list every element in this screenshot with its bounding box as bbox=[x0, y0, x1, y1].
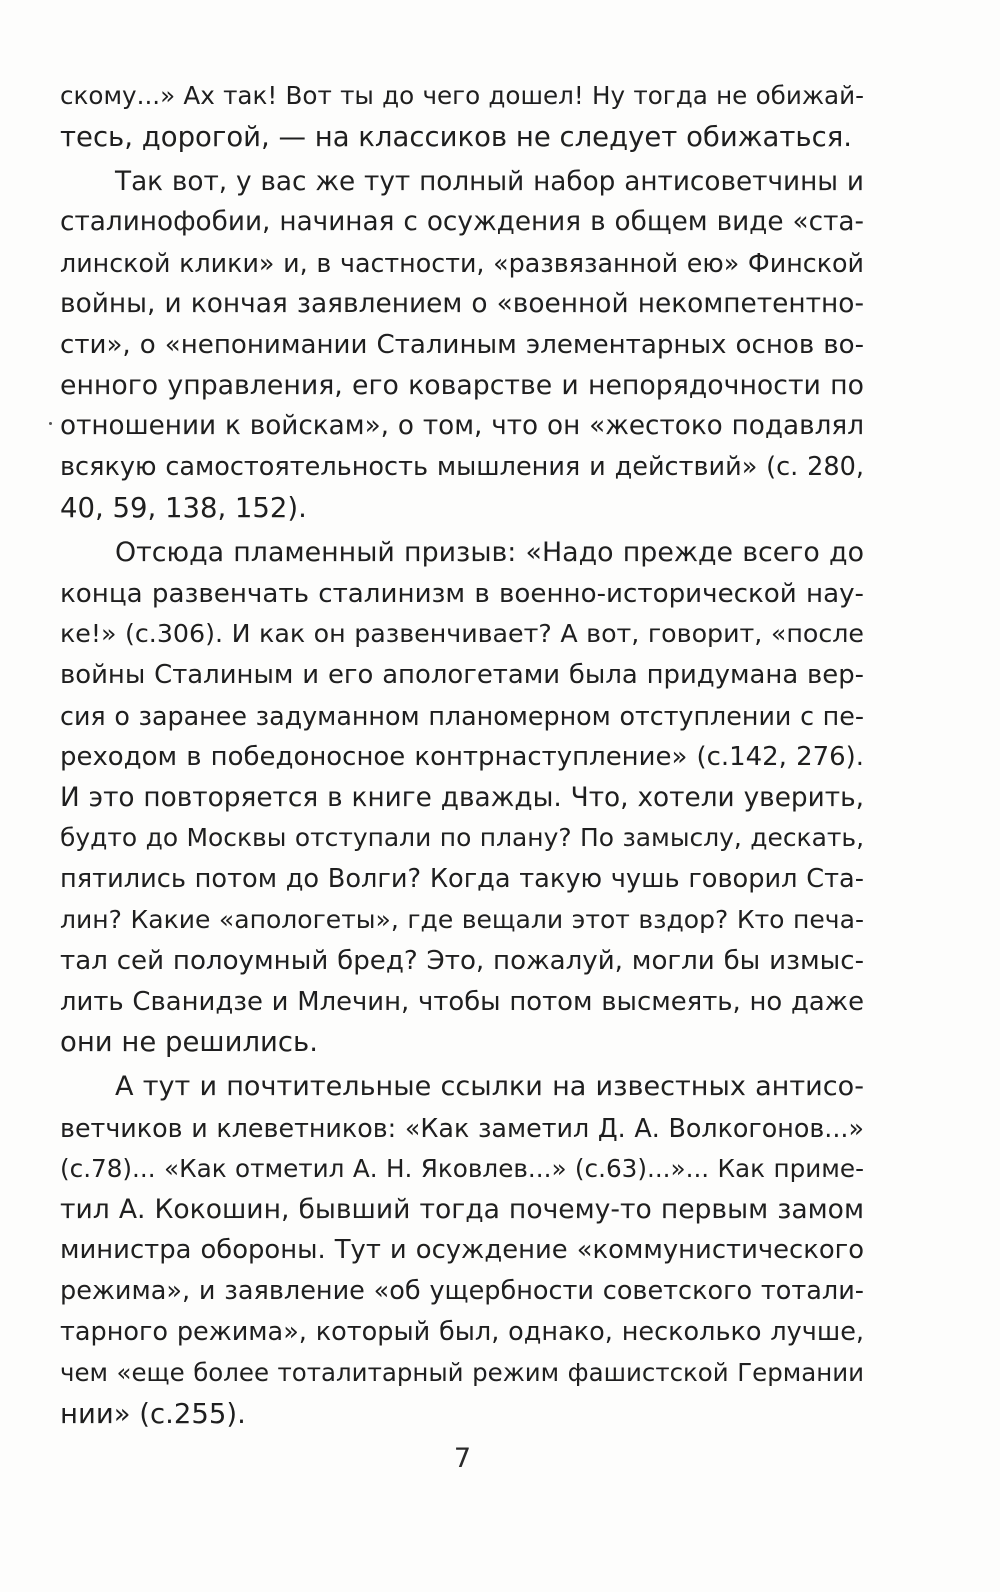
text-line: войны, и кончая заявлением о «военной некомпетентно- bbox=[60, 287, 864, 319]
text-line: конца развенчать сталинизм в военно-исторической нау- bbox=[60, 578, 864, 609]
text-line: будто до Москвы отступали по плану? По замыслу, дескать, bbox=[60, 823, 864, 853]
text-line: Так вот, у вас же тут полный набор антисоветчины и bbox=[115, 166, 864, 197]
paragraph-1 bbox=[60, 76, 864, 158]
text-line: тарного режима», который был, однако, несколько лучше, bbox=[60, 1316, 864, 1347]
text-line: сия о заранее задуманном планомерном отступлении с пе- bbox=[60, 700, 864, 731]
text-line: ветчиков и клеветников: «Как заметил Д. А. Волкогонов...» bbox=[60, 1112, 864, 1143]
text-line: реходом в победоносное контрнаступление» (с.142, 276). bbox=[60, 741, 864, 772]
text-line: тил А. Кокошин, бывший тогда почему-то первым замом bbox=[60, 1193, 864, 1225]
paragraph-3 bbox=[60, 533, 864, 1063]
text-line: сталинофобии, начиная с осуждения в общем виде «ста- bbox=[60, 207, 864, 238]
text-line: лить Сванидзе и Млечин, чтобы потом высмеять, но даже bbox=[60, 986, 864, 1017]
text-line: лин? Какие «апологеты», где вещали этот вздор? Кто печа- bbox=[60, 904, 864, 934]
text-line: енного управления, его коварстве и непорядочности по bbox=[60, 369, 864, 401]
text-line: тесь, дорогой, — на классиков не следует обижаться. bbox=[60, 120, 852, 153]
text-line: ке!» (с.306). И как он развенчивает? А вот, говорит, «после bbox=[60, 619, 864, 649]
text-line: они не решились. bbox=[60, 1026, 318, 1059]
text-line: тал сей полоумный бред? Это, пожалуй, могли бы измыс- bbox=[60, 945, 864, 976]
paragraph-4 bbox=[60, 1067, 864, 1434]
paragraph-2 bbox=[60, 162, 864, 529]
text-line: чем «еще более тоталитарный режим фашистской Германии bbox=[60, 1357, 864, 1387]
text-line: 40, 59, 138, 152). bbox=[60, 491, 307, 524]
text-line: сти», о «непонимании Сталиным элементарных основ во- bbox=[60, 329, 864, 360]
text-line: министра обороны. Тут и осуждение «коммунистического bbox=[60, 1235, 864, 1266]
text-line: режима», и заявление «об ущербности советского тотали- bbox=[60, 1276, 864, 1307]
text-line: всякую самостоятельность мышления и действий» (с. 280, bbox=[60, 452, 864, 483]
text-line: Отсюда пламенный призыв: «Надо прежде всего до bbox=[115, 536, 864, 568]
text-line: отношении к войскам», о том, что он «жестоко подавлял bbox=[60, 411, 864, 442]
text-line: пятились потом до Волги? Когда такую чушь говорил Ста- bbox=[60, 864, 864, 895]
text-line: И это повторяется в книге дважды. Что, хотели уверить, bbox=[60, 782, 864, 813]
text-line: линской клики» и, в частности, «развязанной ею» Финской bbox=[60, 248, 864, 279]
page-body bbox=[60, 76, 864, 1438]
page-number: 7 bbox=[453, 1443, 472, 1474]
text-line: скому...» Ах так! Вот ты до чего дошел! Ну тогда не обижай- bbox=[60, 81, 864, 110]
text-line: войны Сталиным и его апологетами была придумана вер- bbox=[60, 660, 864, 691]
text-line: А тут и почтительные ссылки на известных антисо- bbox=[115, 1071, 864, 1103]
text-line: (с.78)... «Как отметил А. Н. Яковлев...» (с.63)...»... Как приме- bbox=[60, 1153, 864, 1183]
text-line: нии» (с.255). bbox=[60, 1397, 246, 1430]
scan-speck bbox=[49, 422, 52, 425]
